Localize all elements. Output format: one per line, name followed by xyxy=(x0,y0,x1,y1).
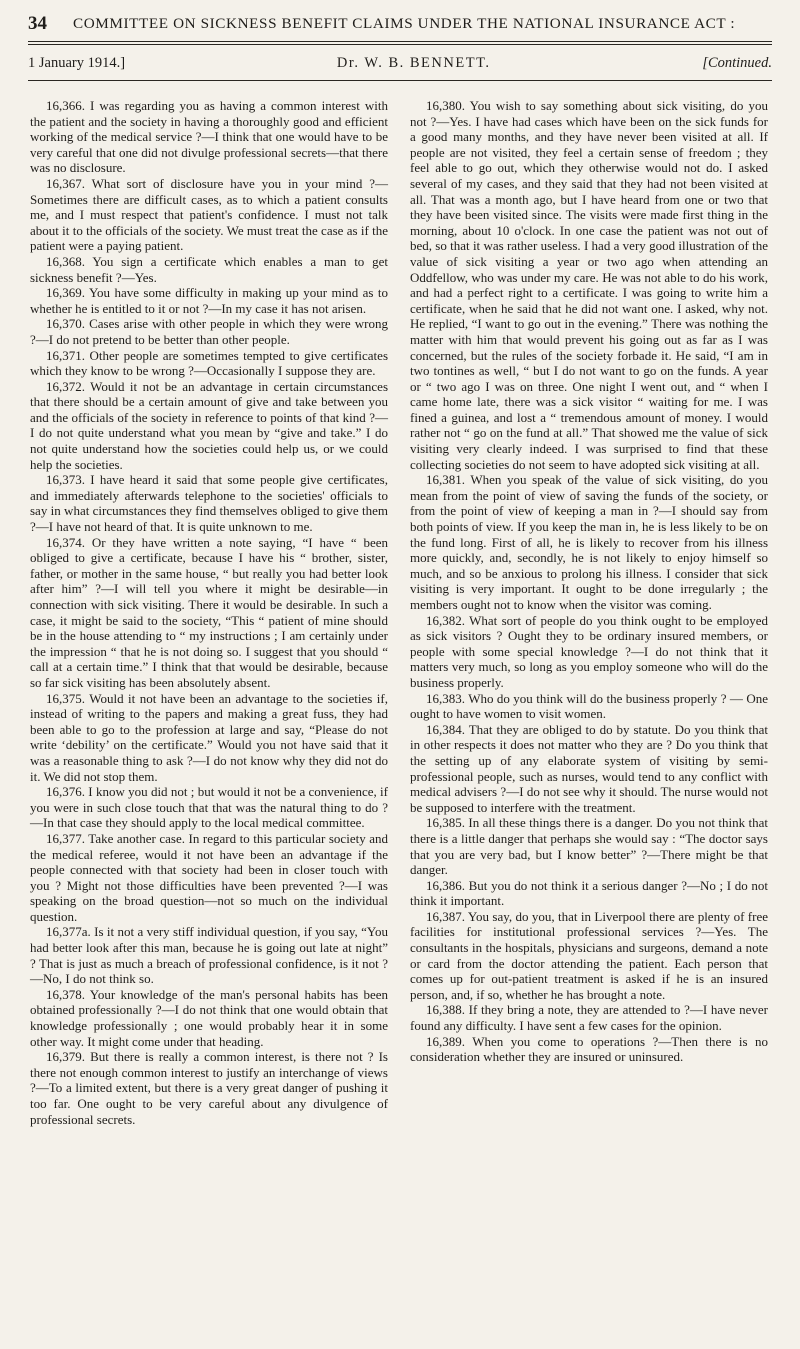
paragraph: 16,380. You wish to say something about sick visiting, do you not ?—Yes. I have had cases which have been on the sick funds for a good many months, and they have never been visited at all. If people are not visited, they feel a certain sense of freedom ; they feel able to go out, which they otherwise would not do. I asked several of my cases, and they said that they had not been visited at all. That was a month ago, but I have heard from one or two that they have been visited since. The visits were made first thing in the morning, about 10 o'clock. In one case the patient was not out of bed, so that it was rather useless. I had a very good illustration of the value of sick visiting a year or two ago when attending an Oddfellow, who was under my care. He was not able to do his work, and had a perfect right to a certificate. I was going to write him a certificate, when he said that he did not want one. I asked, why not. He replied, “I want to go out in the evening.” There was nothing the matter with him that would prevent his going out as far as I was concerned, but the rules of the society forbade it. He said, “I am in two tontines as well, “ but I do not want to go on the funds. A year or “ two ago I was on three. One night I went out, and “ when I came home late, there was a sick visitor “ waiting for me. I was fined a guinea, and lost a “ tremendous amount of money. I would rather not “ go on the fund at all.” That showed me the value of sick visiting very clearly indeed. I was surprised to find that these collecting societies do not seem to have adopted sick visiting at all. xyxy=(410,98,768,472)
paragraph: 16,366. I was regarding you as having a common interest with the patient and the society in having a thoroughly good and efficient working of the medical service ?—I think that one would have to be very careful that one did not divulge professional secrets—that there was no disclosure. xyxy=(30,98,388,176)
running-header xyxy=(28,10,772,38)
paragraph: 16,371. Other people are sometimes tempted to give certificates which they know to be wrong ?—Occasionally I suppose they are. xyxy=(30,347,388,379)
paragraph: 16,384. That they are obliged to do by statute. Do you think that in other respects it does not matter who they are ? Do you think that the setting up of any elaborate system of visiting by semi-professional people, such as nurses, would tend to any conflict with medical advisers ?—I do not see why it should. The nurse would not be supposed to interfere with the treatment. xyxy=(410,721,768,815)
paragraph: 16,377a. Is it not a very stiff individual question, if you say, “You had better look after this man, because he is going out late at night” ? That is just as much a breach of professional confidence, is it not ?—No, I do not think so. xyxy=(30,924,388,987)
continued-label: [Continued. xyxy=(702,54,772,71)
paragraph: 16,370. Cases arise with other people in which they were wrong ?—I do not pretend to be better than other people. xyxy=(30,316,388,347)
paragraph: 16,374. Or they have written a note saying, “I have “ been obliged to give a certificate, because I have his “ brother, sister, father, or mother in the same house, “ but really you had better look after him” ?—I will tell you where it might be desirable—in connection with sick visiting. There it would be desirable. In such a case, it might be said to the society, “This “ patient of mine should be in the house attending to “ my instructions ; I am certainly under the impression “ that he is not doing so. I suggest that you should “ call at a certain time.” I think that that would be desirable, because so far sick visiting has been absolutely absent. xyxy=(30,534,388,690)
paragraph: 16,372. Would it not be an advantage in certain circumstances that there should be a certain amount of give and take between you and the officials of the society in reference to points of that kind ?—I do not quite understand what you mean by “give and take.” I do not quite understand how the societies could help us, or we could help the societies. xyxy=(30,378,388,472)
publication-title: COMMITTEE ON SICKNESS BENEFIT CLAIMS UNDER THE NATIONAL INSURANCE ACT : xyxy=(73,15,736,32)
paragraph: 16,382. What sort of people do you think ought to be employed as sick visitors ? Ought they to be ordinary insured members, or people with some special knowledge ?—I do not think that it matters very much, so long as you employ someone who will do the business properly. xyxy=(410,612,768,690)
paragraph: 16,378. Your knowledge of the man's personal habits has been obtained professionally ?—I do not think that one would obtain that knowledge professionally ; one would probably hear it in some other way. It might come under that heading. xyxy=(30,986,388,1049)
paragraph: 16,386. But you do not think it a serious danger ?—No ; I do not think it important. xyxy=(410,877,768,909)
paragraph: 16,377. Take another case. In regard to this particular society and the medical referee, would it not have been an advantage if the people connected with that society had been in closer touch with you ? Might not those difficulties have been prevented ?—I was speaking on the broad question—not so much on the individual question. xyxy=(30,830,388,924)
paragraph: 16,379. But there is really a common interest, is there not ? Is there not enough common interest to justify an interchange of views ?—To a limited extent, but there is a very great danger of pushing it too far. One ought to be very careful about any divulgence of professional secrets. xyxy=(30,1049,388,1127)
paragraph: 16,373. I have heard it said that some people give certificates, and immediately afterwards telephone to the societies' officials to say in what circumstances they find themselves obliged to give them ?—I have not heard of that. It is quite unknown to me. xyxy=(30,472,388,535)
page-number: 34 xyxy=(28,13,47,34)
paragraph: 16,387. You say, do you, that in Liverpool there are plenty of free facilities for institutional professional services ?—Yes. The consultants in the hospitals, physicians and surgeons, demand a note or card from the doctor attending the patient. Each person that comes up for out-patient treatment is asked if he is an insured person, and, if so, whether he has brought a note. xyxy=(410,908,768,1002)
header-rule xyxy=(28,44,772,45)
right-column xyxy=(410,98,768,1065)
sub-header-rule xyxy=(28,80,772,81)
witness-name: Dr. W. B. BENNETT. xyxy=(336,54,491,71)
paragraph: 16,368. You sign a certificate which enables a man to get sickness benefit ?—Yes. xyxy=(30,253,388,285)
paragraph: 16,385. In all these things there is a danger. Do you not think that there is a little danger that perhaps she would say : “The doctor says that you are very bad, but I know better” ?—There might be that danger. xyxy=(410,815,768,878)
paragraph: 16,383. Who do you think will do the business properly ? — One ought to have women to visit women. xyxy=(410,690,768,722)
paragraph: 16,375. Would it not have been an advantage to the societies if, instead of writing to the papers and making a great fuss, they had been able to go to the profession at large and say, “Please do not write ‘debility’ on the certificate.” Would you not have said that it was a reasonable thing to ask ?—I do not know why they did not do it. We did not stop them. xyxy=(30,690,388,784)
paragraph: 16,376. I know you did not ; but would it not be a convenience, if you were in such close touch that that was the natural thing to do ?—In that case they should apply to the local medical committee. xyxy=(30,784,388,831)
paragraph: 16,367. What sort of disclosure have you in your mind ?—Sometimes there are difficult cases, as to which a patient consults me, and I must respect that patient's confidence. I must not talk about it to the officials of the society. We must treat the case as if the patient were a paying patient. xyxy=(30,175,388,254)
hearing-date: 1 January 1914.] xyxy=(28,54,126,71)
paragraph: 16,381. When you speak of the value of sick visiting, do you mean from the point of view of saving the funds of the society, or from the point of view of keeping a man in ?—I should say from both points of view. If you keep the man in, he is less likely to be on the fund long. First of all, he is likely to recover from his illness more quickly, and, secondly, he is not likely to enjoy himself so much, and so be anxious to prolong his illness. I consider that sick visiting is very important. It ought to be done irregularly ; the members ought not to know when the visitor was coming. xyxy=(410,472,768,612)
sub-header xyxy=(28,50,772,76)
paragraph: 16,389. When you come to operations ?—Then there is no consideration whether they are insured or uninsured. xyxy=(410,1033,768,1065)
paragraph: 16,388. If they bring a note, they are attended to ?—I have never found any difficulty. I have sent a few cases for the opinion. xyxy=(410,1002,768,1034)
header-rule xyxy=(28,41,772,42)
left-column xyxy=(30,98,388,1127)
paragraph: 16,369. You have some difficulty in making up your mind as to whether he is entitled to it or not ?—In my case it has not arisen. xyxy=(30,285,388,316)
